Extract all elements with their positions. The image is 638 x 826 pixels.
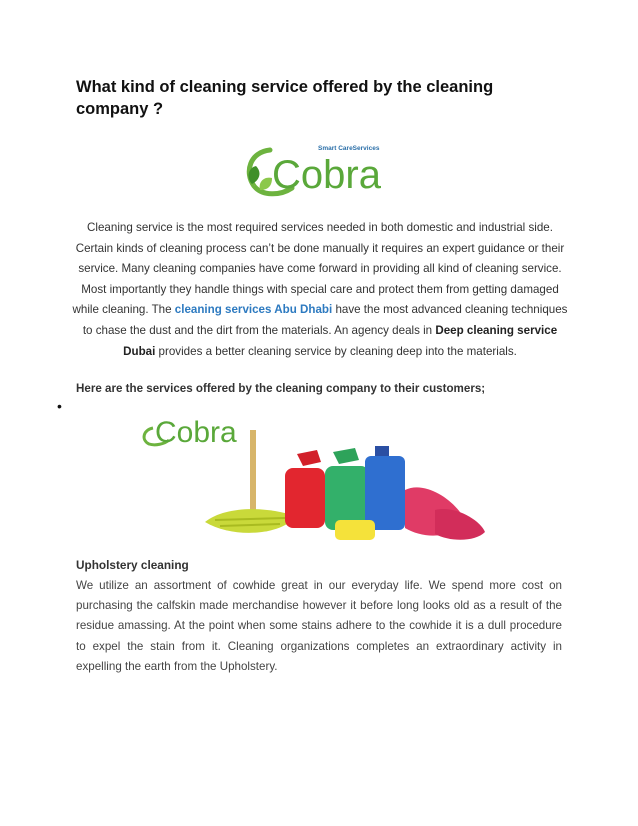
section-title: Upholstery cleaning xyxy=(76,558,189,572)
intro-text-3: provides a better cleaning service by cleaning deep into the materials. xyxy=(155,344,517,358)
spray-bottle-green-icon xyxy=(325,448,369,530)
section-body: We utilize an assortment of cowhide great in our everyday life. We spend more cost on purchasing the calfskin made merchandise however it before long looks old as a result of the residue amassing. At the point when some stains adhere to the cowhide it is a dull procedure to expel the stain from it. Cleaning organizations completes an extraordinary activity in expelling the earth from the Upholstery. xyxy=(76,579,562,673)
rubber-gloves-icon xyxy=(405,487,485,539)
services-intro: Here are the services offered by the cleaning company to their customers; xyxy=(76,382,486,395)
page-title: What kind of cleaning service offered by the cleaning company ? xyxy=(76,78,494,118)
intro-paragraph xyxy=(70,218,570,362)
detergent-bottle-blue-icon xyxy=(365,446,405,530)
logo-tagline: Smart CareServices xyxy=(318,145,380,152)
intro-text-2: have the most advanced cleaning techniques to chase the dust and the dirt from the materials. An agency deals in xyxy=(82,303,568,337)
photo-logo xyxy=(144,416,237,449)
deep-cleaning-dubai-text: Deep cleaning service Dubai xyxy=(123,323,558,358)
logo-wordmark: Cobra xyxy=(272,153,381,197)
sponge-icon xyxy=(335,520,375,540)
cleaning-services-abu-dhabi-link[interactable]: cleaning services Abu Dhabi xyxy=(174,303,333,317)
photo-logo-wordmark: Cobra xyxy=(155,416,237,449)
intro-text-1: Cleaning service is the most required services needed in both domestic and industrial side. Certain kinds of cleaning process can’t be done manually it requires an expert guidance or their service. Many cleaning companies have come forward in providing all kind of cleaning service. Most importantly they handle things with special care and protect them from getting damaged while cleaning. The xyxy=(72,221,565,317)
spray-bottle-red-icon xyxy=(285,450,325,528)
list-bullet: • xyxy=(57,398,62,414)
cobra-logo xyxy=(240,138,400,198)
cleaning-products-image xyxy=(135,410,510,550)
